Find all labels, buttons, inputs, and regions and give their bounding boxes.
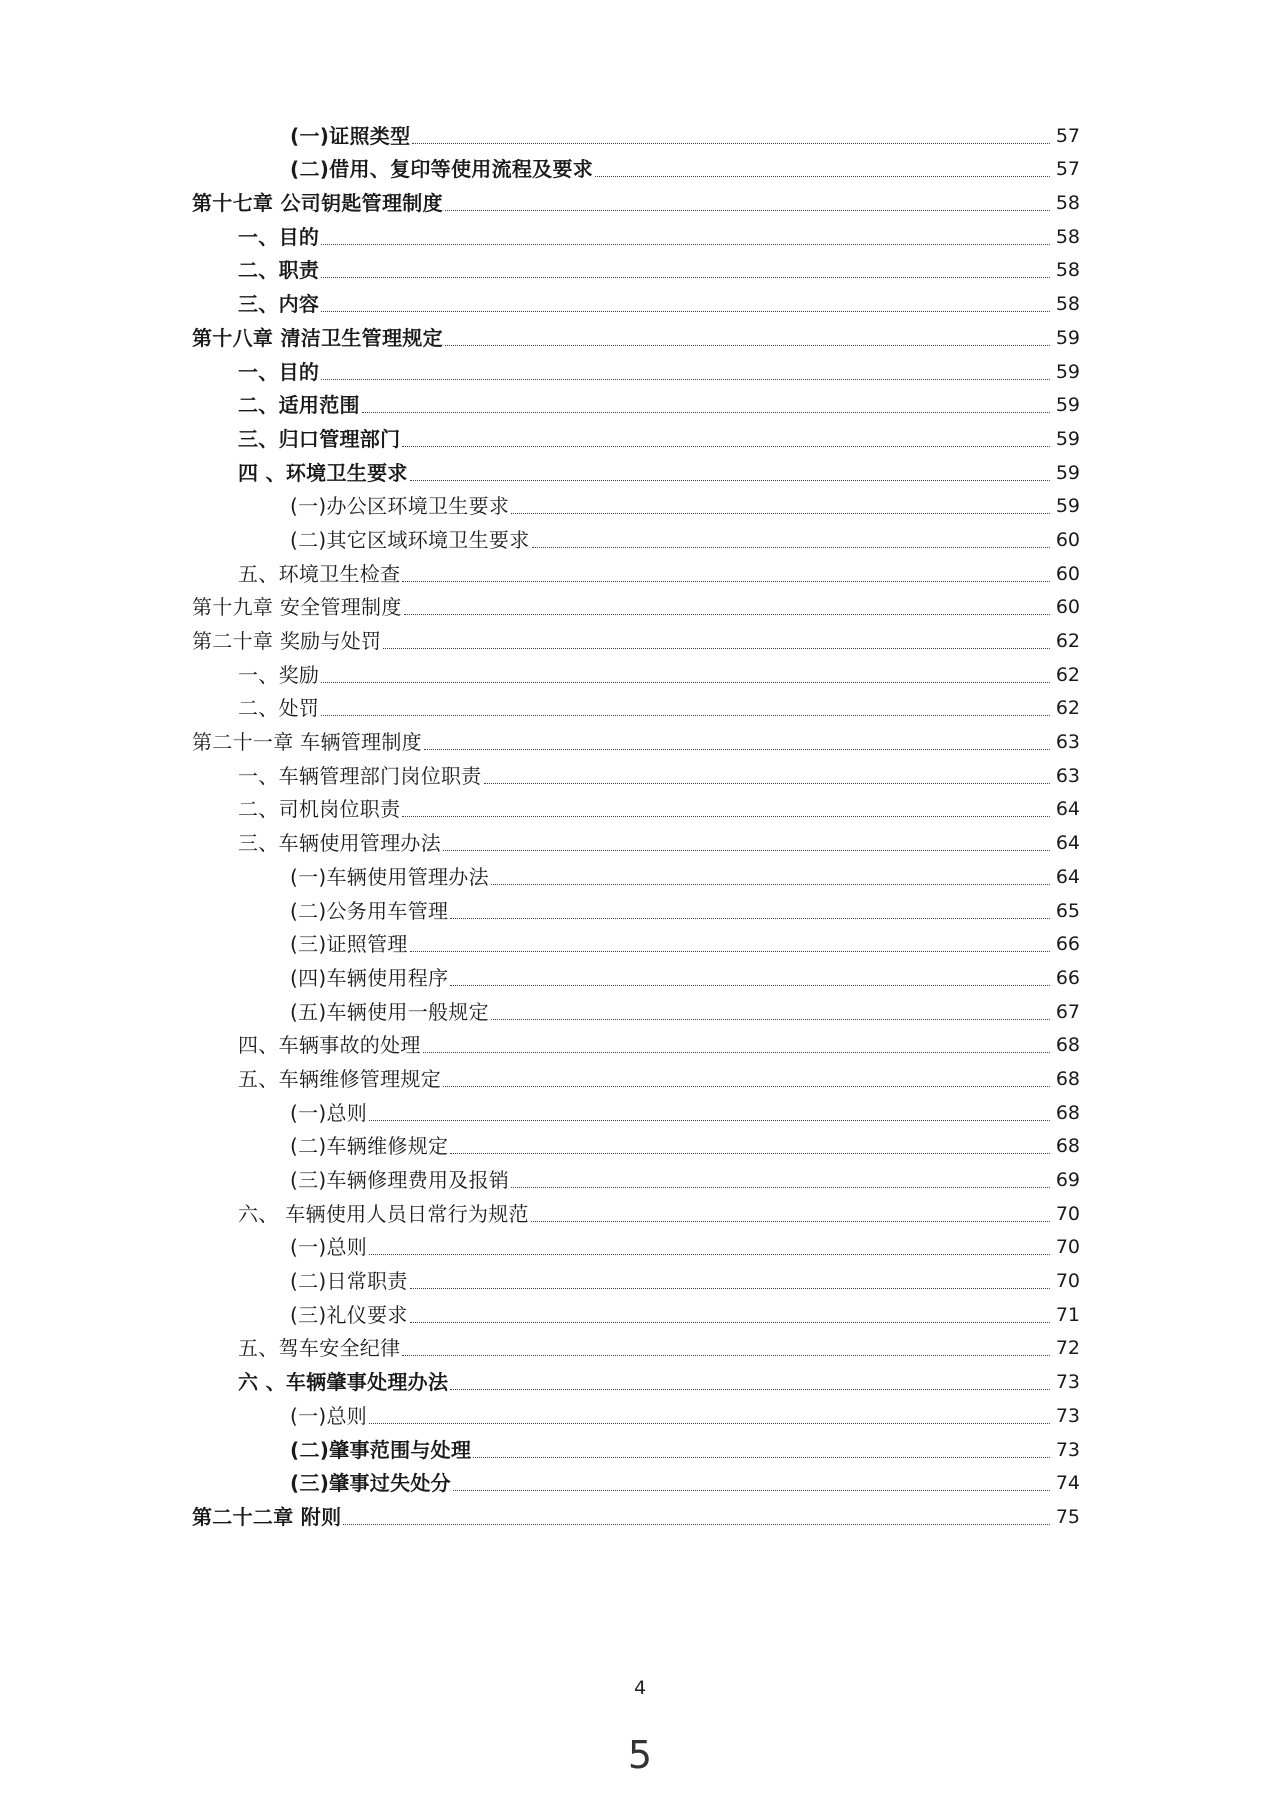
dot-leader: [402, 1355, 1050, 1356]
dot-leader: [402, 816, 1050, 817]
toc-subsection-entry[interactable]: [0, 962, 1280, 996]
toc-section-entry[interactable]: [0, 1030, 1280, 1064]
toc-entry-page: 60: [1055, 596, 1080, 619]
dot-leader: [511, 1187, 1050, 1188]
toc-entry-title: 一、目的: [238, 224, 320, 249]
toc-entry-page: 73: [1055, 1404, 1080, 1427]
toc-entry-line: [192, 595, 1080, 619]
toc-chapter-entry[interactable]: [0, 625, 1280, 659]
toc-entry-title: (三)车辆修理费用及报销: [290, 1168, 510, 1192]
toc-entry-title: (二)其它区域环境卫生要求: [290, 527, 530, 552]
table-of-contents: [0, 120, 1280, 1535]
toc-section-entry[interactable]: [0, 356, 1280, 390]
toc-entry-line: [238, 1067, 1080, 1091]
toc-entry-line: [238, 663, 1080, 687]
toc-entry-title: (三)礼仪要求: [290, 1302, 408, 1327]
toc-entry-title: (二)日常职责: [290, 1269, 408, 1294]
dot-leader: [404, 614, 1050, 615]
toc-section-entry[interactable]: [0, 390, 1280, 424]
toc-entry-line: [238, 1336, 1080, 1360]
dot-leader: [531, 1221, 1050, 1222]
toc-subsection-entry[interactable]: [0, 1265, 1280, 1299]
dot-leader: [321, 682, 1050, 683]
toc-subsection-entry[interactable]: [0, 1232, 1280, 1266]
toc-entry-title: (二)车辆维修规定: [290, 1134, 449, 1159]
toc-entry-line: [290, 1000, 1080, 1024]
toc-entry-title: (一)车辆使用管理办法: [290, 864, 489, 889]
toc-entry-page: 66: [1055, 933, 1080, 956]
toc-entry-line: [238, 562, 1080, 586]
dot-leader: [410, 951, 1050, 952]
toc-entry-page: 68: [1055, 1067, 1080, 1090]
toc-subsection-entry[interactable]: [0, 524, 1280, 558]
toc-subsection-entry[interactable]: [0, 1434, 1280, 1468]
toc-entry-page: 71: [1055, 1303, 1080, 1326]
toc-entry-page: 58: [1055, 259, 1080, 282]
toc-subsection-entry[interactable]: [0, 861, 1280, 895]
dot-leader: [443, 1086, 1050, 1087]
toc-entry-page: 66: [1055, 966, 1080, 989]
toc-subsection-entry[interactable]: [0, 996, 1280, 1030]
toc-entry-page: 70: [1055, 1270, 1080, 1293]
dot-leader: [412, 143, 1050, 144]
toc-entry-page: 59: [1055, 394, 1080, 417]
dot-leader: [410, 1288, 1050, 1289]
toc-subsection-entry[interactable]: [0, 1131, 1280, 1165]
toc-entry-title: 第十七章 公司钥匙管理制度: [192, 191, 443, 216]
toc-subsection-entry[interactable]: [0, 895, 1280, 929]
toc-entry-page: 59: [1055, 427, 1080, 450]
dot-leader: [362, 412, 1050, 413]
dot-leader: [443, 850, 1050, 851]
toc-section-entry[interactable]: [0, 423, 1280, 457]
page-number: 4: [633, 1677, 647, 1699]
toc-entry-title: (一)证照类型: [290, 123, 411, 148]
toc-entry-page: 58: [1055, 225, 1080, 248]
dot-leader: [369, 1120, 1050, 1121]
toc-subsection-entry[interactable]: [0, 1097, 1280, 1131]
toc-chapter-entry[interactable]: [0, 592, 1280, 626]
toc-subsection-entry[interactable]: [0, 1164, 1280, 1198]
toc-entry-line: [290, 1303, 1080, 1327]
toc-entry-title: 二、处罚: [238, 696, 320, 721]
toc-entry-title: 第十八章 清洁卫生管理规定: [192, 325, 443, 350]
dot-leader: [410, 480, 1050, 481]
toc-entry-page: 58: [1055, 192, 1080, 215]
toc-section-entry[interactable]: [0, 1198, 1280, 1232]
toc-entry-page: 60: [1055, 528, 1080, 551]
toc-subsection-entry[interactable]: [0, 120, 1280, 154]
toc-entry-line: [192, 191, 1080, 215]
toc-entry-line: [238, 461, 1080, 485]
dot-leader: [453, 1490, 1050, 1491]
toc-subsection-entry[interactable]: [0, 154, 1280, 188]
toc-entry-page: 65: [1055, 899, 1080, 922]
toc-entry-page: 57: [1055, 158, 1080, 181]
toc-section-entry[interactable]: [0, 760, 1280, 794]
toc-entry-page: 64: [1055, 832, 1080, 855]
toc-entry-page: 58: [1055, 293, 1080, 316]
toc-entry-title: (二)借用、复印等使用流程及要求: [290, 157, 594, 182]
toc-section-entry[interactable]: [0, 794, 1280, 828]
toc-entry-title: (一)总则: [290, 1403, 368, 1428]
toc-entry-page: 73: [1055, 1438, 1080, 1461]
toc-entry-title: 第二十二章 附则: [192, 1504, 342, 1529]
toc-entry-line: [290, 1134, 1080, 1158]
dot-leader: [424, 749, 1050, 750]
toc-section-entry[interactable]: [0, 693, 1280, 727]
toc-entry-page: 59: [1055, 360, 1080, 383]
dot-leader: [491, 1019, 1050, 1020]
dot-leader: [423, 1052, 1050, 1053]
toc-entry-line: [290, 1404, 1080, 1428]
toc-entry-page: 64: [1055, 798, 1080, 821]
toc-entry-title: 三、归口管理部门: [238, 426, 401, 451]
dot-leader: [595, 176, 1050, 177]
toc-entry-title: 五、车辆维修管理规定: [238, 1066, 441, 1091]
toc-section-entry[interactable]: [0, 827, 1280, 861]
toc-entry-title: 第十九章 安全管理制度: [192, 595, 402, 620]
toc-entry-page: 63: [1055, 731, 1080, 754]
dot-leader: [410, 1322, 1050, 1323]
toc-entry-title: 四、车辆事故的处理: [238, 1033, 421, 1058]
toc-chapter-entry[interactable]: [0, 322, 1280, 356]
dot-leader: [321, 277, 1050, 278]
toc-entry-line: [290, 1471, 1080, 1495]
toc-entry-line: [290, 865, 1080, 889]
toc-entry-line: [238, 360, 1080, 384]
toc-entry-page: 67: [1055, 1000, 1080, 1023]
toc-entry-line: [238, 292, 1080, 316]
toc-chapter-entry[interactable]: [0, 187, 1280, 221]
toc-entry-line: [238, 258, 1080, 282]
toc-entry-title: (五)车辆使用一般规定: [290, 999, 489, 1024]
toc-entry-line: [238, 1370, 1080, 1394]
sheet-number: 5: [627, 1733, 653, 1777]
toc-entry-page: 75: [1055, 1505, 1080, 1528]
toc-subsection-entry[interactable]: [0, 1299, 1280, 1333]
toc-entry-line: [290, 1101, 1080, 1125]
toc-entry-line: [290, 157, 1080, 181]
toc-entry-line: [238, 831, 1080, 855]
toc-subsection-entry[interactable]: [0, 929, 1280, 963]
toc-entry-title: 二、适用范围: [238, 393, 360, 418]
toc-entry-title: 六 、车辆肇事处理办法: [238, 1370, 449, 1395]
toc-entry-page: 62: [1055, 630, 1080, 652]
toc-section-entry[interactable]: [0, 288, 1280, 322]
toc-entry-title: 二、司机岗位职责: [238, 797, 401, 822]
toc-entry-line: [290, 1168, 1080, 1192]
dot-leader: [343, 1524, 1050, 1525]
toc-entry-title: (三)证照管理: [290, 932, 408, 957]
dot-leader: [450, 1389, 1050, 1390]
dot-leader: [450, 985, 1050, 986]
toc-entry-line: [290, 494, 1080, 518]
toc-entry-page: 62: [1055, 663, 1080, 686]
dot-leader: [369, 1254, 1050, 1255]
toc-entry-line: [238, 1202, 1080, 1226]
toc-entry-page: 74: [1055, 1472, 1080, 1495]
dot-leader: [321, 244, 1050, 245]
toc-entry-page: 59: [1055, 495, 1080, 518]
toc-entry-line: [238, 797, 1080, 821]
dot-leader: [450, 918, 1050, 919]
toc-entry-line: [238, 1033, 1080, 1057]
toc-entry-title: (二)公务用车管理: [290, 898, 449, 923]
toc-entry-page: 68: [1055, 1101, 1080, 1124]
toc-entry-title: 六、 车辆使用人员日常行为规范: [238, 1201, 529, 1226]
toc-entry-page: 68: [1055, 1135, 1080, 1158]
toc-entry-page: 62: [1055, 697, 1080, 720]
toc-section-entry[interactable]: [0, 221, 1280, 255]
toc-entry-line: [238, 427, 1080, 451]
toc-entry-title: (三)肇事过失处分: [290, 1471, 451, 1496]
toc-entry-page: 69: [1055, 1169, 1080, 1191]
toc-entry-title: 二、职责: [238, 258, 320, 283]
toc-section-entry[interactable]: [0, 1333, 1280, 1367]
dot-leader: [532, 547, 1050, 548]
toc-entry-page: 70: [1055, 1236, 1080, 1259]
toc-entry-title: 一、目的: [238, 359, 320, 384]
toc-entry-line: [290, 899, 1080, 923]
toc-entry-title: 三、车辆使用管理办法: [238, 831, 441, 856]
dot-leader: [511, 513, 1050, 514]
toc-entry-line: [290, 124, 1080, 148]
dot-leader: [321, 311, 1050, 312]
toc-entry-line: [290, 1235, 1080, 1259]
toc-entry-title: 四 、环境卫生要求: [238, 460, 408, 485]
toc-entry-line: [290, 1269, 1080, 1293]
toc-subsection-entry[interactable]: [0, 1468, 1280, 1502]
toc-entry-line: [290, 966, 1080, 990]
toc-entry-title: 第二十一章 车辆管理制度: [192, 730, 422, 755]
toc-section-entry[interactable]: [0, 659, 1280, 693]
toc-entry-title: (一)办公区环境卫生要求: [290, 494, 510, 519]
toc-entry-page: 73: [1055, 1371, 1080, 1394]
dot-leader: [445, 210, 1050, 211]
toc-section-entry[interactable]: [0, 558, 1280, 592]
toc-entry-title: 五、环境卫生检查: [238, 561, 401, 586]
dot-leader: [473, 1457, 1050, 1458]
toc-section-entry[interactable]: [0, 1366, 1280, 1400]
toc-entry-title: 五、驾车安全纪律: [238, 1336, 401, 1361]
toc-entry-title: (二)肇事范围与处理: [290, 1437, 472, 1462]
toc-entry-line: [192, 629, 1080, 653]
toc-entry-page: 59: [1055, 326, 1080, 349]
toc-entry-line: [238, 696, 1080, 720]
dot-leader: [491, 884, 1050, 885]
toc-section-entry[interactable]: [0, 1063, 1280, 1097]
toc-entry-line: [290, 932, 1080, 956]
toc-entry-title: 第二十章 奖励与处罚: [192, 629, 382, 653]
toc-subsection-entry[interactable]: [0, 491, 1280, 525]
toc-entry-line: [290, 1438, 1080, 1462]
toc-entry-page: 68: [1055, 1034, 1080, 1057]
toc-entry-line: [192, 730, 1080, 754]
toc-entry-line: [238, 225, 1080, 249]
toc-section-entry[interactable]: [0, 457, 1280, 491]
toc-entry-line: [238, 764, 1080, 788]
dot-leader: [383, 648, 1050, 649]
toc-chapter-entry[interactable]: [0, 726, 1280, 760]
toc-entry-page: 72: [1055, 1337, 1080, 1360]
toc-entry-title: 一、奖励: [238, 662, 320, 687]
toc-entry-title: (四)车辆使用程序: [290, 965, 449, 990]
toc-chapter-entry[interactable]: [0, 1501, 1280, 1535]
dot-leader: [369, 1423, 1050, 1424]
dot-leader: [321, 715, 1050, 716]
dot-leader: [321, 379, 1050, 380]
toc-entry-page: 63: [1055, 764, 1080, 787]
toc-entry-page: 59: [1055, 461, 1080, 484]
toc-entry-page: 57: [1055, 124, 1080, 147]
toc-entry-title: 一、车辆管理部门岗位职责: [238, 763, 482, 788]
dot-leader: [484, 783, 1050, 784]
toc-entry-page: 64: [1055, 865, 1080, 888]
toc-entry-page: 70: [1055, 1202, 1080, 1225]
toc-entry-line: [192, 326, 1080, 350]
toc-entry-line: [290, 528, 1080, 552]
toc-entry-page: 60: [1055, 562, 1080, 585]
toc-section-entry[interactable]: [0, 255, 1280, 289]
toc-entry-line: [192, 1505, 1080, 1529]
dot-leader: [450, 1153, 1050, 1154]
dot-leader: [402, 581, 1050, 582]
toc-subsection-entry[interactable]: [0, 1400, 1280, 1434]
toc-entry-title: (一)总则: [290, 1100, 368, 1125]
toc-entry-line: [238, 393, 1080, 417]
toc-entry-title: (一)总则: [290, 1235, 368, 1260]
toc-entry-title: 三、内容: [238, 292, 320, 317]
dot-leader: [402, 446, 1050, 447]
dot-leader: [445, 345, 1050, 346]
